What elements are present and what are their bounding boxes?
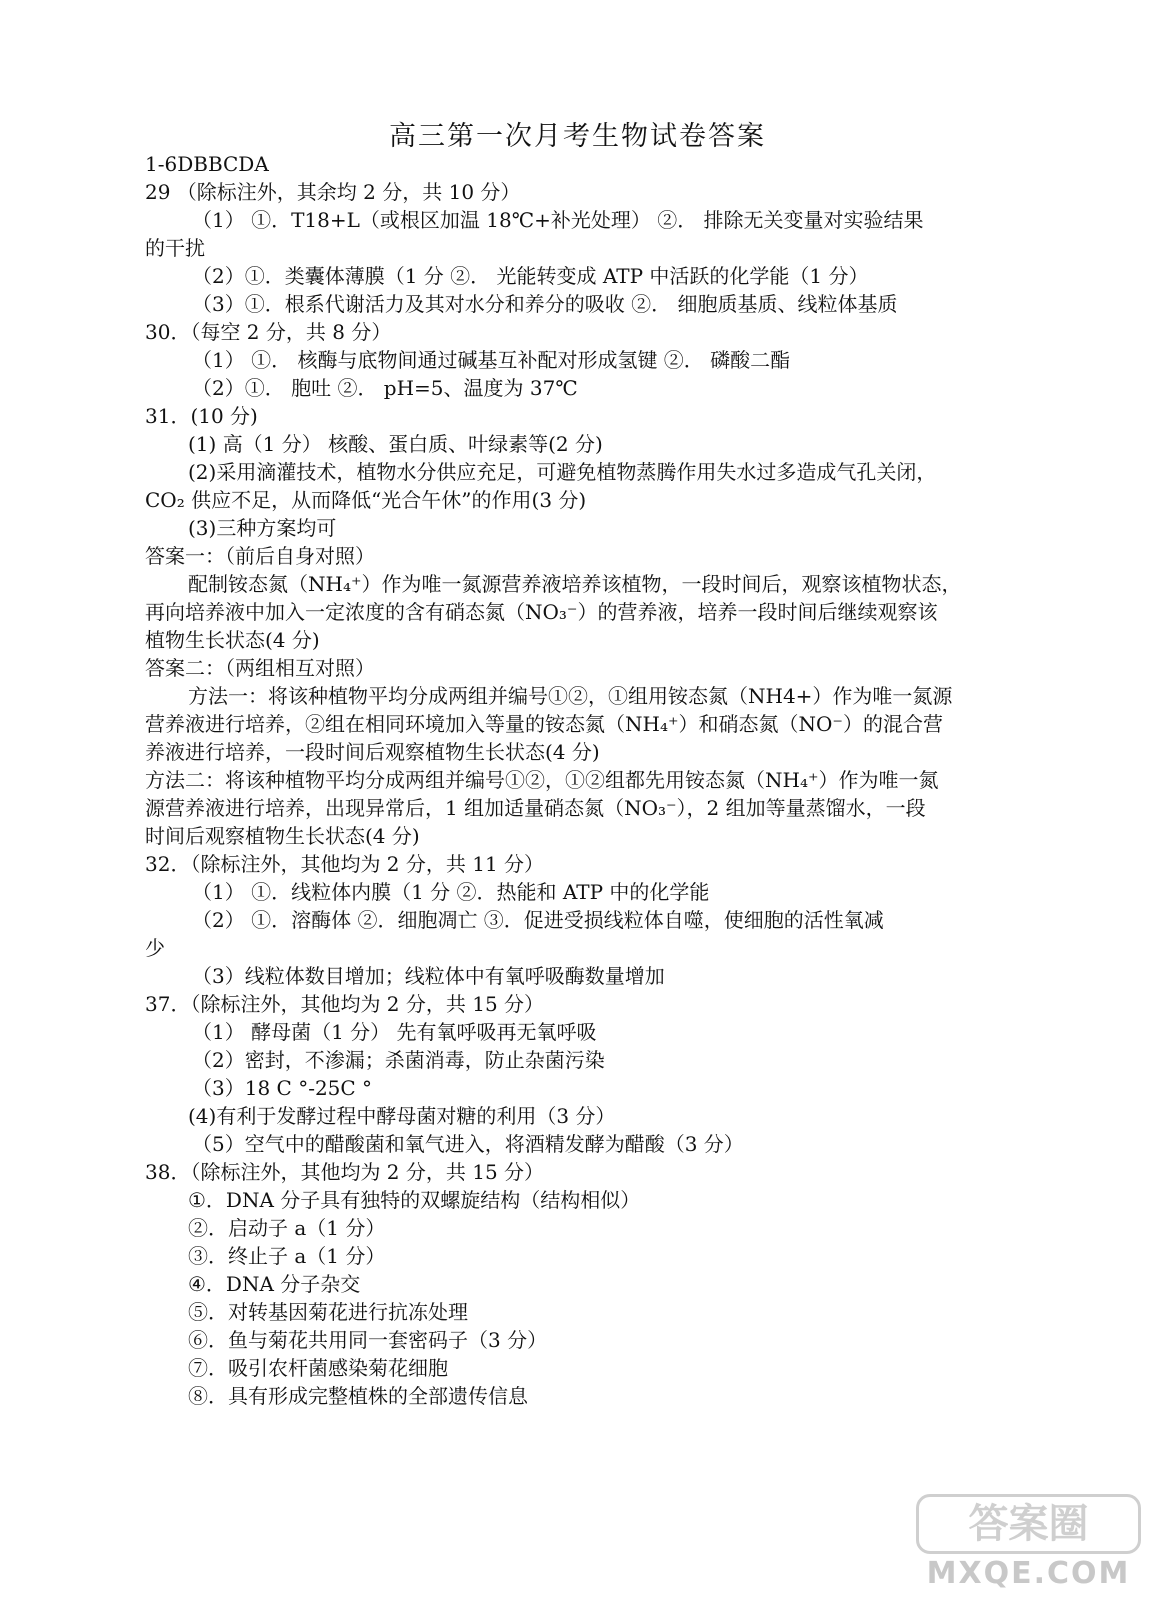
text-line: （2）①． 胞吐 ②． pH=5、温度为 37℃ [192, 376, 578, 400]
text-line: 1-6DBBCDA [145, 152, 269, 176]
text-line: （3）线粒体数目增加；线粒体中有氧呼吸酶数量增加 [192, 964, 665, 988]
watermark-site: MXQE.COM [926, 1556, 1131, 1591]
text-line: ③．终止子 a（1 分） [188, 1244, 386, 1268]
text-line: 32．（除标注外，其他均为 2 分，共 11 分） [145, 852, 545, 876]
text-line: ⑧．具有形成完整植株的全部遗传信息 [188, 1384, 528, 1408]
text-line: 植物生长状态(4 分) [145, 628, 320, 652]
text-line: 38．（除标注外，其他均为 2 分，共 15 分） [145, 1160, 545, 1184]
text-line: 时间后观察植物生长状态(4 分) [145, 824, 420, 848]
text-line: （1） ①．T18+L（或根区加温 18℃+补光处理） ②． 排除无关变量对实验结果 [192, 208, 924, 232]
text-line: ①．DNA 分子具有独特的双螺旋结构（结构相似） [188, 1188, 641, 1212]
text-line: （3）①．根系代谢活力及其对水分和养分的吸收 ②． 细胞质基质、线粒体基质 [192, 292, 898, 316]
text-line: （2）密封，不渗漏；杀菌消毒，防止杂菌污染 [192, 1048, 605, 1072]
watermark-mark: 答案圈 [916, 1494, 1141, 1554]
text-line: 配制铵态氮（NH₄⁺）作为唯一氮源营养液培养该植物，一段时间后，观察该植物状态， [188, 572, 962, 596]
text-line: ④．DNA 分子杂交 [188, 1272, 361, 1296]
text-line: (1) 高（1 分） 核酸、蛋白质、叶绿素等(2 分) [188, 432, 603, 456]
page-title: 高三第一次月考生物试卷答案 [389, 121, 766, 152]
text-line: (2)采用滴灌技术，植物水分供应充足，可避免植物蒸腾作用失水过多造成气孔关闭， [188, 460, 937, 484]
text-line: 答案二：（两组相互对照） [145, 656, 375, 680]
text-line: ⑥．鱼与菊花共用同一套密码子（3 分） [188, 1328, 548, 1352]
text-line: CO₂ 供应不足，从而降低“光合午休”的作用(3 分) [145, 488, 587, 512]
watermark-logo [916, 1494, 1141, 1590]
text-line: （1） ①．线粒体内膜（1 分 ②．热能和 ATP 中的化学能 [192, 880, 710, 904]
text-line: 方法二：将该种植物平均分成两组并编号①②，①②组都先用铵态氮（NH₄⁺）作为唯一氮 [145, 768, 939, 792]
text-line: ②．启动子 a（1 分） [188, 1216, 386, 1240]
text-line: 营养液进行培养，②组在相同环境加入等量的铵态氮（NH₄⁺）和硝态氮（NO⁻）的混合营 [145, 712, 943, 736]
text-line: （2）①．类囊体薄膜（1 分 ②． 光能转变成 ATP 中活跃的化学能（1 分） [192, 264, 869, 288]
text-line: ⑦．吸引农杆菌感染菊花细胞 [188, 1356, 448, 1380]
text-line: (3)三种方案均可 [188, 516, 337, 540]
text-line: 再向培养液中加入一定浓度的含有硝态氮（NO₃⁻）的营养液，培养一段时间后继续观察该 [145, 600, 938, 624]
text-line: 29 （除标注外，其余均 2 分，共 10 分） [145, 180, 521, 204]
text-line: 方法一：将该种植物平均分成两组并编号①②，①组用铵态氮（NH4+）作为唯一氮源 [188, 684, 953, 708]
text-line: 源营养液进行培养，出现异常后，1 组加适量硝态氮（NO₃⁻），2 组加等量蒸馏水，一段 [145, 796, 926, 820]
text-line: 的干扰 [145, 236, 205, 260]
text-line: （1） 酵母菌（1 分） 先有氧呼吸再无氧呼吸 [192, 1020, 597, 1044]
text-line: 答案一：（前后自身对照） [145, 544, 375, 568]
text-line: 37．（除标注外，其他均为 2 分，共 15 分） [145, 992, 545, 1016]
text-line: （5）空气中的醋酸菌和氧气进入，将酒精发酵为醋酸（3 分） [192, 1132, 744, 1156]
text-line: 养液进行培养，一段时间后观察植物生长状态(4 分) [145, 740, 600, 764]
text-line: 少 [145, 936, 165, 960]
text-line: 31．(10 分) [145, 404, 258, 428]
text-line: （1） ①． 核酶与底物间通过碱基互补配对形成氢键 ②． 磷酸二酯 [192, 348, 791, 372]
text-line: ⑤．对转基因菊花进行抗冻处理 [188, 1300, 468, 1324]
text-line: 30．（每空 2 分，共 8 分） [145, 320, 392, 344]
text-line: (4)有利于发酵过程中酵母菌对糖的利用（3 分） [188, 1104, 616, 1128]
text-line: （3）18 C °-25C ° [192, 1076, 373, 1100]
text-line: （2） ①．溶酶体 ②．细胞凋亡 ③．促进受损线粒体自噬，使细胞的活性氧减 [192, 908, 884, 932]
